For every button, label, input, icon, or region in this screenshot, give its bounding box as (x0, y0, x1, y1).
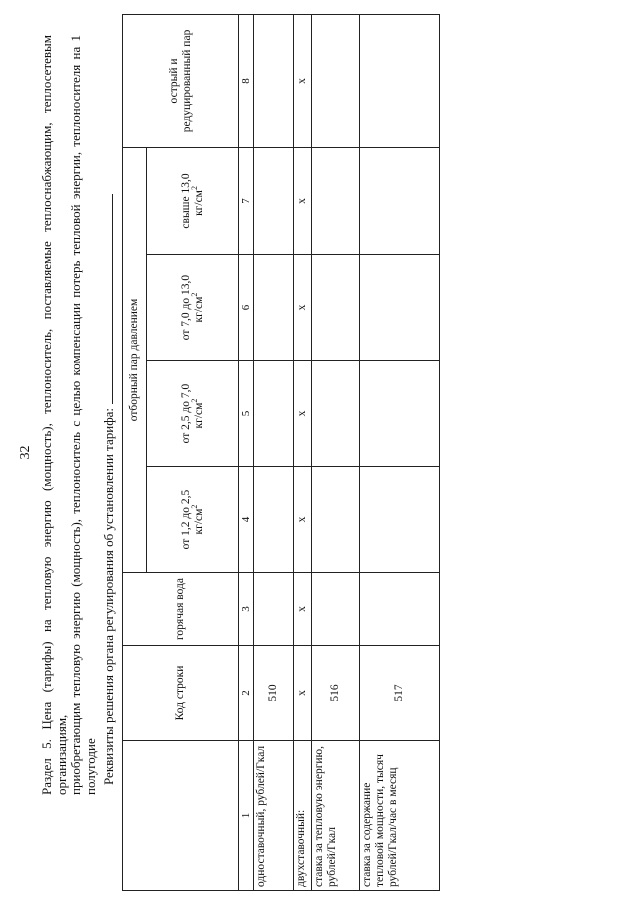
value-cell[interactable] (312, 14, 360, 147)
requisites-blank-line (100, 194, 113, 404)
tariff-table (122, 14, 440, 891)
header-pressure-4-unit-sup: 2 (189, 186, 199, 191)
col-number: 7 (239, 147, 254, 254)
header-pressure-2 (147, 361, 239, 467)
header-pressure-2-unit-sup: 2 (189, 398, 199, 403)
col-number: 5 (239, 361, 254, 467)
row-code: 517 (360, 646, 440, 741)
requisites-label: Реквизиты решения органа регулирования об установлении тарифа: (101, 407, 116, 785)
value-cell[interactable] (360, 255, 440, 361)
header-pressure-3-range: от 7,0 до 13,0 (179, 274, 192, 341)
header-extraction-steam: отборный пар давлением (123, 147, 147, 572)
header-pressure-4 (147, 147, 239, 254)
value-cell: x (294, 467, 312, 573)
row-code: 510 (254, 646, 294, 741)
value-cell[interactable] (254, 361, 294, 467)
header-pressure-1-range: от 1,2 до 2,5 (179, 489, 192, 550)
row-label: ставка за тепловую энергию, рублей/Гкал (312, 741, 360, 891)
value-cell[interactable] (312, 147, 360, 254)
header-hot-water: горячая вода (123, 573, 239, 646)
row-code: x (294, 646, 312, 741)
col-number: 4 (239, 467, 254, 573)
value-cell: x (294, 255, 312, 361)
header-name (123, 741, 239, 891)
value-cell: x (294, 14, 312, 147)
row-label: двухставочный: (294, 741, 312, 891)
value-cell[interactable] (360, 14, 440, 147)
col-number: 8 (239, 14, 254, 147)
value-cell[interactable] (254, 573, 294, 646)
value-cell[interactable] (312, 361, 360, 467)
value-cell[interactable] (312, 467, 360, 573)
col-number: 1 (239, 741, 254, 891)
col-number: 2 (239, 646, 254, 741)
value-cell[interactable] (254, 14, 294, 147)
value-cell[interactable] (360, 147, 440, 254)
row-label: одноставочный, рублей/Гкал (254, 741, 294, 891)
table-row-capacity-rate (360, 14, 440, 890)
row-label: ставка за содержание тепловой мощности, тысяч рублей/Гкал/час в месяц (360, 741, 440, 891)
header-pressure-3-unit-sup: 2 (189, 292, 199, 297)
value-cell[interactable] (312, 255, 360, 361)
header-pressure-4-unit: кг/см (192, 190, 205, 216)
header-pressure-3-unit: кг/см (192, 296, 205, 323)
heading-line-2: приобретающим тепловую энергию (мощность), теплоноситель с целью компенсации потерь тепловой энергии, теплоносителя на 1 полугодие (68, 35, 98, 795)
page-number: 32 (18, 445, 33, 460)
column-numbers-row (239, 14, 254, 890)
table-row-two-rate (294, 14, 312, 890)
col-number: 3 (239, 573, 254, 646)
value-cell[interactable] (254, 467, 294, 573)
section-heading (40, 35, 98, 795)
header-pressure-1 (147, 467, 239, 573)
row-code: 516 (312, 646, 360, 741)
value-cell[interactable] (360, 467, 440, 573)
table-row-energy-rate (312, 14, 360, 890)
value-cell: x (294, 147, 312, 254)
header-pressure-2-unit: кг/см (192, 402, 205, 429)
heading-line-1: Раздел 5. Цена (тарифы) на тепловую энергию (мощность), теплоноситель, поставляемые теплоснабжающим, теплосетевым организациям, (39, 35, 69, 795)
header-pressure-2-range: от 2,5 до 7,0 (179, 383, 192, 444)
requisites (100, 85, 116, 785)
header-pressure-1-unit-sup: 2 (189, 504, 199, 509)
header-sharp-steam: острый и редуцированный пар (123, 14, 239, 147)
value-cell[interactable] (360, 361, 440, 467)
header-pressure-1-unit: кг/см (192, 508, 205, 535)
col-number: 6 (239, 255, 254, 361)
value-cell: x (294, 573, 312, 646)
table-row-single-rate (254, 14, 294, 890)
value-cell: x (294, 361, 312, 467)
value-cell[interactable] (312, 573, 360, 646)
value-cell[interactable] (360, 573, 440, 646)
header-pressure-3 (147, 255, 239, 361)
header-pressure-4-range: свыше 13,0 (179, 173, 192, 229)
header-code: Код строки (123, 646, 239, 741)
value-cell[interactable] (254, 255, 294, 361)
value-cell[interactable] (254, 147, 294, 254)
